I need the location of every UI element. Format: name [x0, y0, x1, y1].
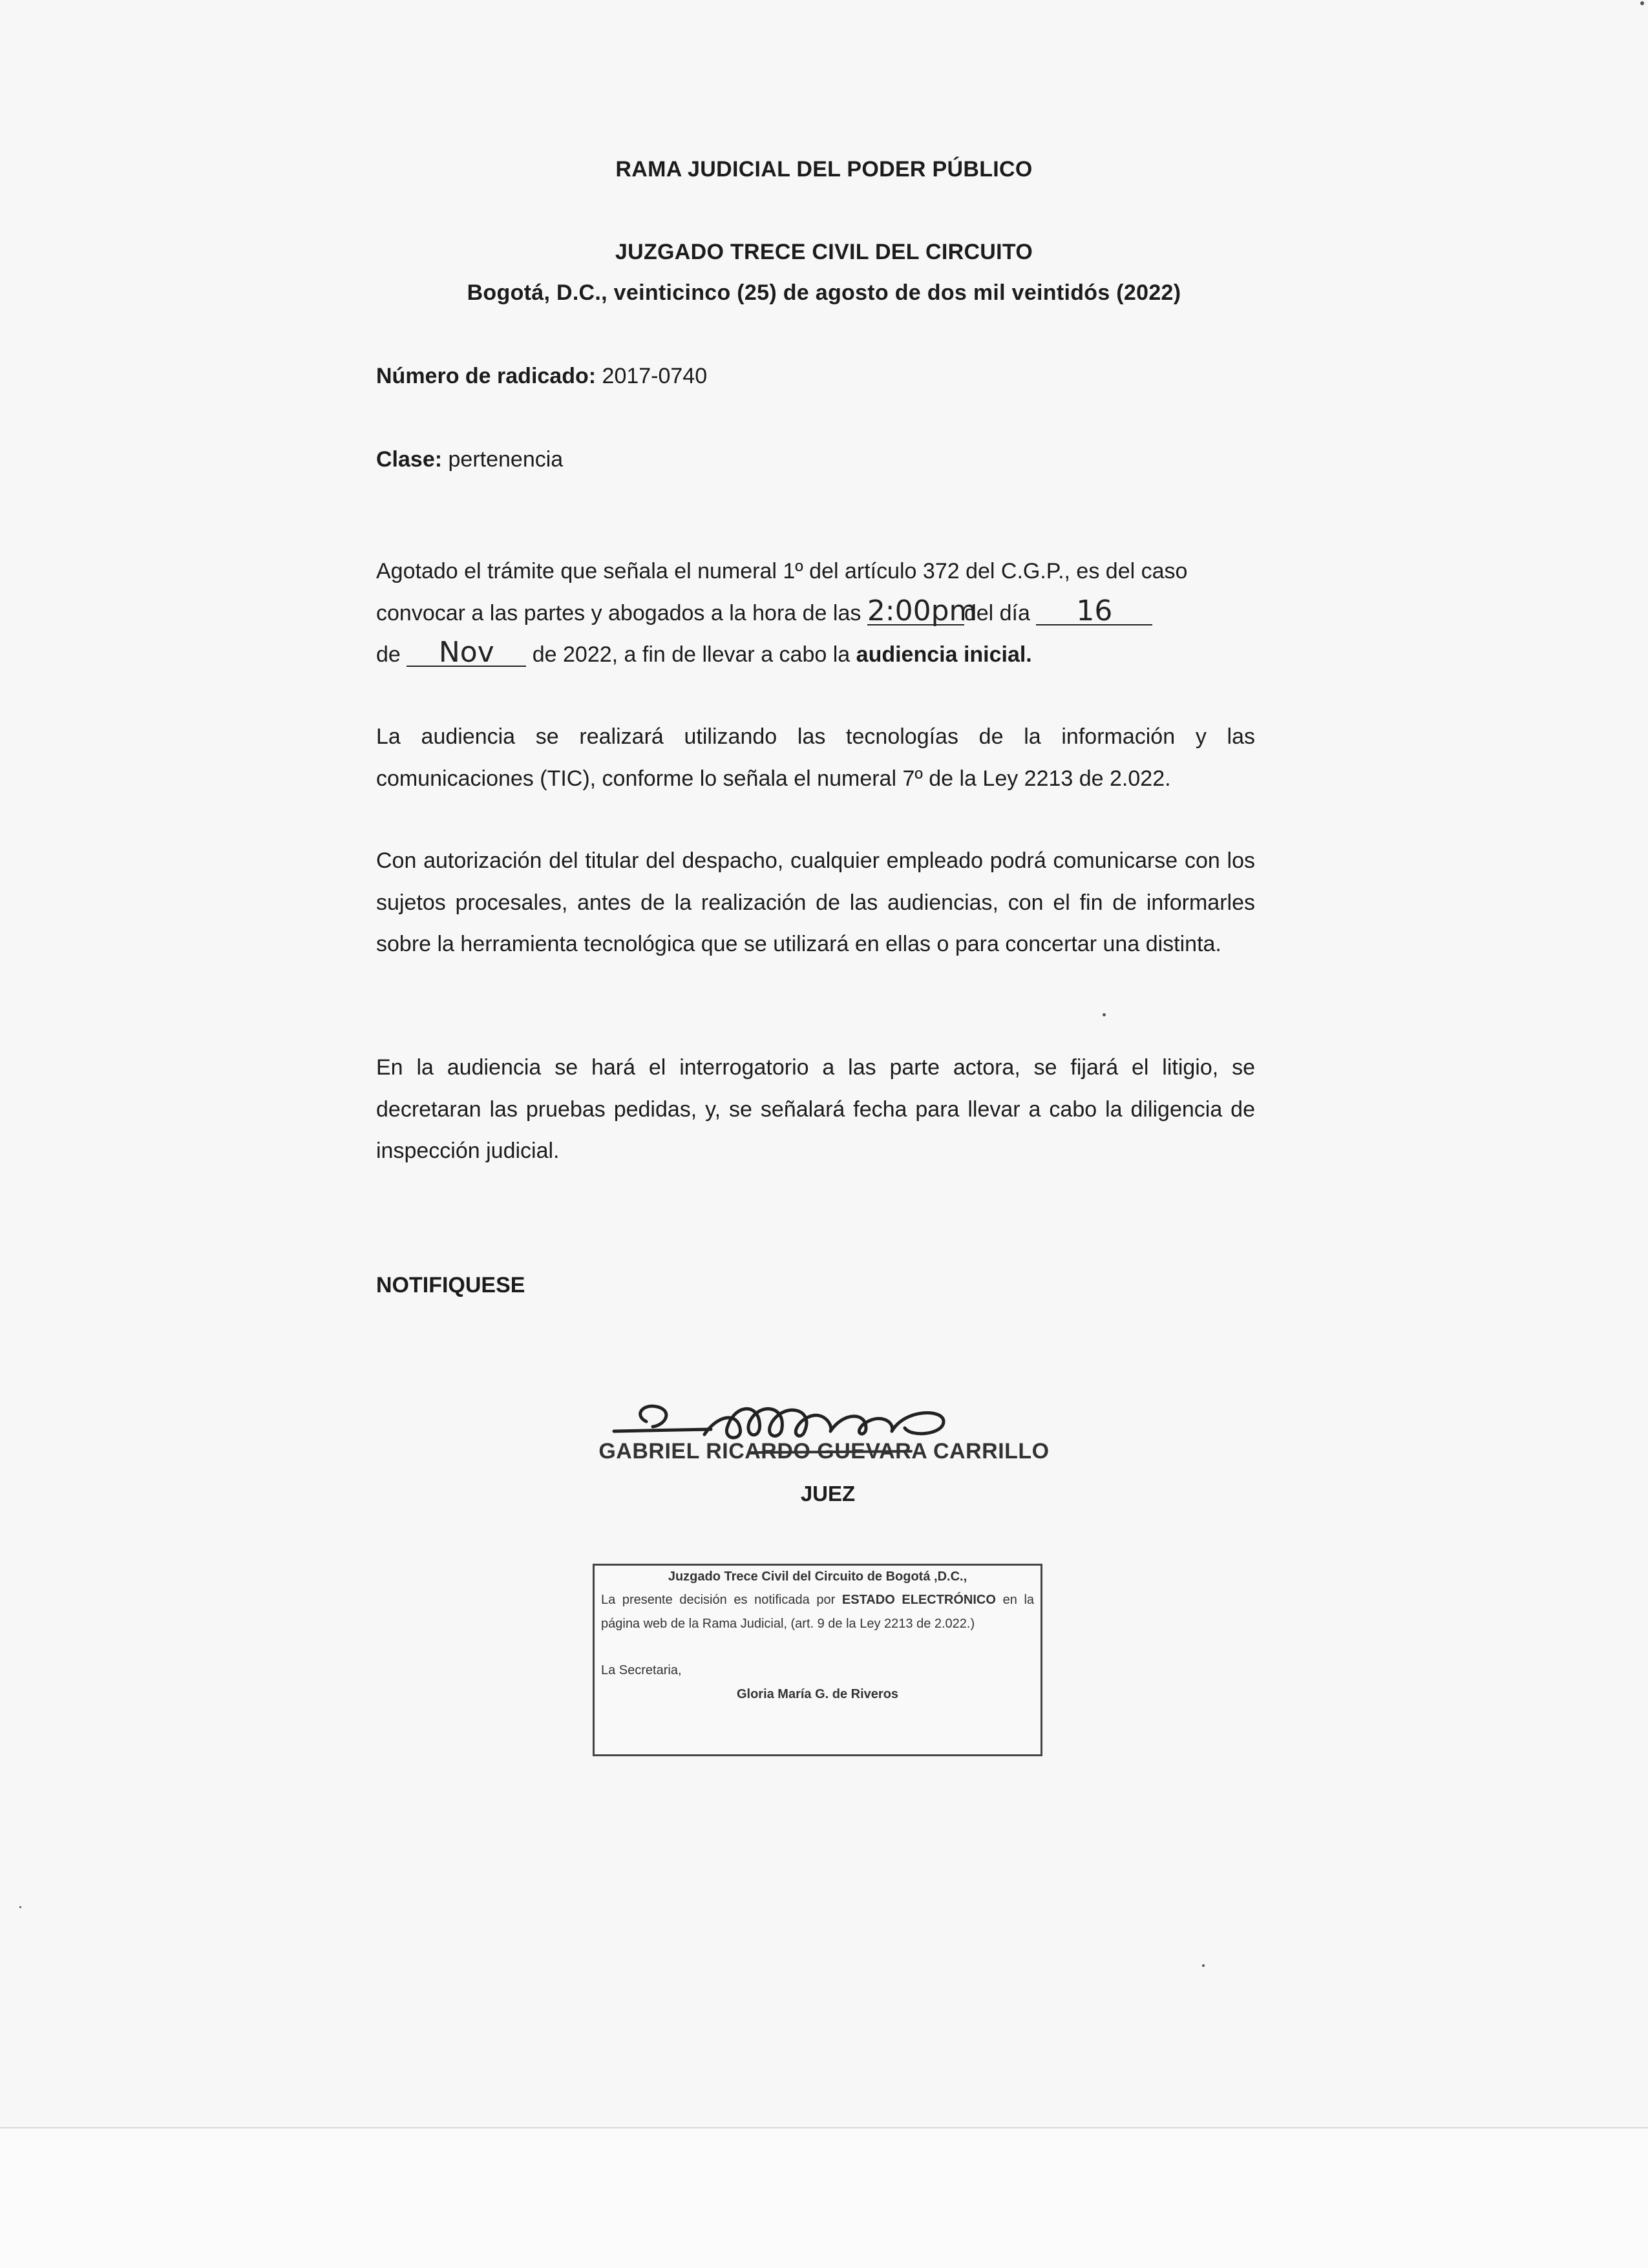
p1-line3-text-a: de	[376, 642, 401, 667]
stamp-secretary-name: Gloria María G. de Riveros	[736, 1687, 899, 1701]
scan-speck	[1103, 1013, 1106, 1016]
scan-blank-margin	[0, 2128, 1648, 2268]
stamp-secretary-label: La Secretaria,	[601, 1663, 682, 1677]
p1-line2-text-b: del día	[964, 600, 1030, 625]
case-class	[376, 447, 563, 472]
p1-line1: Agotado el trámite que señala el numeral 1º del artículo 372 del C.G.P., es del caso	[376, 559, 1188, 583]
p1-line2	[376, 593, 1255, 635]
stamp-text-a: La presente decisión es notificada por	[601, 1593, 836, 1607]
judge-role: JUEZ	[800, 1482, 856, 1506]
p1-line3	[376, 634, 1255, 676]
paragraph-tic: La audiencia se realizará utilizando las tecnologías de la información y las comunicaciones (TIC), conforme lo señala el numeral 7º de la Ley 2213 de 2.022.	[376, 724, 1255, 791]
handwritten-month: Nov	[407, 640, 526, 667]
case-number-value: 2017-0740	[602, 364, 708, 388]
p1-line3-bold: audiencia inicial.	[856, 642, 1032, 667]
stamp-body	[601, 1588, 1034, 1636]
stamp-title: Juzgado Trece Civil del Circuito de Bogotá ,D.C.,	[668, 1570, 967, 1584]
paragraph-hearing-schedule	[376, 551, 1255, 676]
notification-stamp	[593, 1564, 1042, 1756]
scan-speck	[1202, 1964, 1205, 1967]
paragraph-authorization: Con autorización del titular del despacho, cualquier empleado podrá comunicarse con los sujetos procesales, antes de la realización de las audiencias, con el fin de informarles sobre la herramienta tecnológica que se utilizará en ellas o para concertar una distinta.	[376, 848, 1255, 956]
p1-line3-text-b: de 2022, a fin de llevar a cabo la	[532, 642, 850, 667]
scan-speck	[19, 1906, 21, 1908]
scan-speck	[1640, 1, 1644, 5]
case-number	[376, 364, 707, 389]
case-class-value: pertenencia	[448, 447, 564, 472]
case-class-label: Clase:	[376, 447, 443, 472]
place-date: Bogotá, D.C., veinticinco (25) de agosto de dos mil veintidós (2022)	[467, 280, 1181, 305]
institution-heading: RAMA JUDICIAL DEL PODER PÚBLICO	[615, 157, 1033, 182]
handwritten-day: 16	[1036, 598, 1152, 625]
case-number-label: Número de radicado:	[376, 364, 597, 388]
paragraph-interrogation: En la audiencia se hará el interrogatorio a las parte actora, se fijará el litigio, se decretaran las pruebas pedidas, y, se señalará fecha para llevar a cabo la diligencia de inspección judicial.	[376, 1055, 1255, 1163]
court-heading: JUZGADO TRECE CIVIL DEL CIRCUITO	[615, 240, 1033, 264]
handwritten-time: 2:00pm	[867, 594, 977, 627]
stamp-text-bold: ESTADO ELECTRÓNICO	[841, 1593, 996, 1607]
p1-line2-text-a: convocar a las partes y abogados a la hora de las	[376, 600, 861, 625]
notify-heading: NOTIFIQUESE	[376, 1273, 525, 1297]
stamp-text-b: en la página web de la Rama Judicial, (art. 9 de la Ley 2213 de 2.022.)	[601, 1593, 1035, 1631]
judge-name: GABRIEL RICARDO GUEVARA CARRILLO	[598, 1439, 1050, 1464]
